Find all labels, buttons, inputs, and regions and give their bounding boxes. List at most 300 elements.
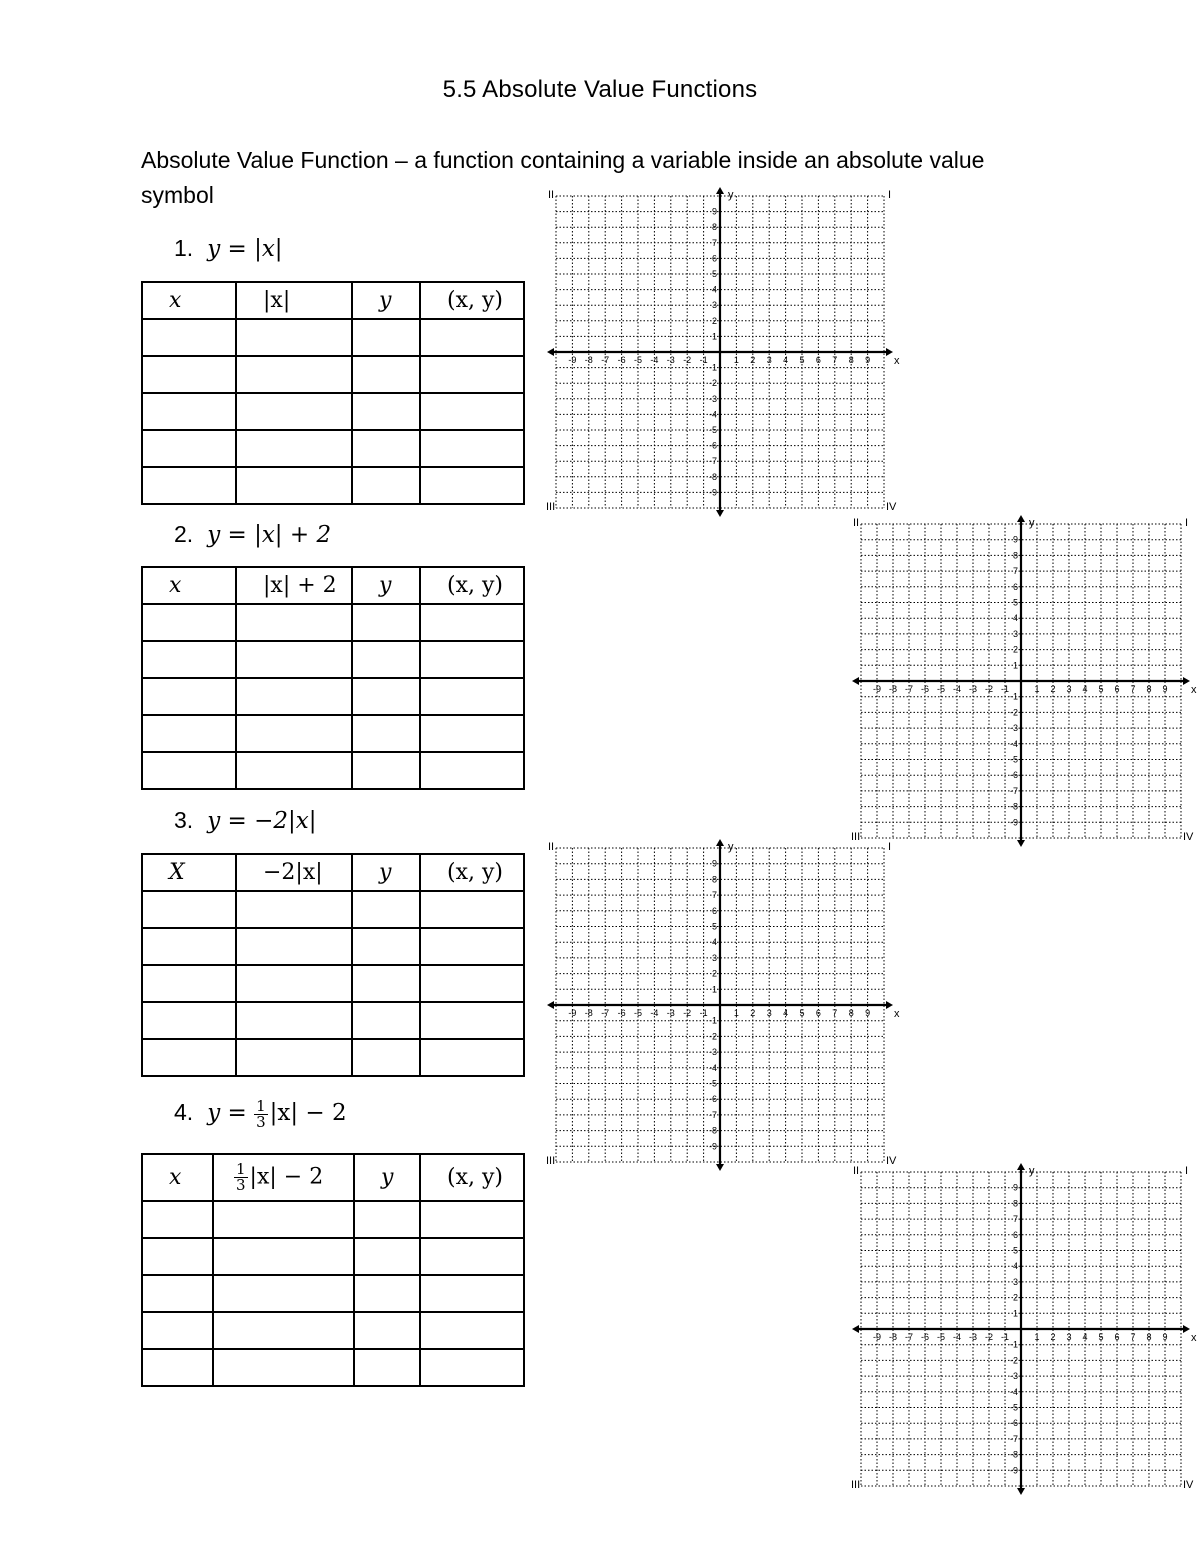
- x-tick-label: -5: [936, 684, 946, 694]
- x-axis-arrow-left: [547, 1001, 554, 1009]
- table-cell[interactable]: [142, 1312, 213, 1349]
- x-tick-label: -9: [872, 1332, 882, 1342]
- table-cell[interactable]: [420, 1275, 524, 1312]
- fraction: [254, 1096, 268, 1131]
- table-cell[interactable]: [142, 641, 236, 678]
- table-cell[interactable]: [236, 752, 352, 789]
- x-tick-label: -6: [617, 355, 626, 365]
- quadrant-label-iv: IV: [886, 501, 897, 513]
- y-axis-arrow-down: [1017, 1488, 1025, 1495]
- x-tick-label: 8: [848, 1008, 854, 1018]
- table-row: [142, 1312, 524, 1349]
- x-tick-label: -7: [601, 355, 610, 365]
- problem-equation: y = |x|: [207, 236, 283, 262]
- quadrant-label-iii: III: [546, 501, 556, 513]
- y-tick-label: -4: [708, 1062, 717, 1073]
- x-axis-arrow-left: [547, 348, 554, 356]
- y-tick-label: 6: [1012, 1229, 1018, 1240]
- y-tick-label: -8: [708, 1125, 717, 1136]
- table-cell[interactable]: [420, 1039, 524, 1076]
- y-tick-label: -6: [1009, 770, 1018, 781]
- table-cell[interactable]: [420, 928, 524, 965]
- table-cell[interactable]: [236, 1002, 352, 1039]
- x-tick-label: -8: [888, 684, 898, 694]
- header-expression: |x| + 2: [236, 567, 352, 604]
- quadrant-label-iv: IV: [1183, 831, 1194, 843]
- header-expression-text: |x| − 2: [249, 1164, 324, 1190]
- x-tick-label: -9: [568, 355, 577, 365]
- y-tick-label: 5: [1012, 597, 1018, 608]
- table-3: [141, 853, 525, 1077]
- quadrant-label-ii: II: [853, 517, 860, 529]
- x-tick-label: -1: [699, 355, 708, 365]
- table-cell[interactable]: [142, 752, 236, 789]
- x-tick-label: -7: [601, 1008, 610, 1018]
- table-row: [142, 356, 524, 393]
- x-tick-label: 7: [832, 1008, 838, 1018]
- table-cell[interactable]: [236, 965, 352, 1002]
- fraction-numerator: 1: [256, 1096, 266, 1115]
- table-cell[interactable]: [420, 1002, 524, 1039]
- x-tick-label: 4: [1082, 1332, 1088, 1342]
- x-axis-label: x: [1191, 1332, 1197, 1344]
- table-row: [142, 891, 524, 928]
- table-cell[interactable]: [142, 319, 236, 356]
- x-tick-label: -1: [1000, 684, 1010, 694]
- y-tick-label: 5: [711, 921, 717, 932]
- y-tick-label: -9: [708, 1141, 717, 1152]
- x-tick-label: 1: [1034, 1332, 1040, 1342]
- quadrant-label-ii: II: [853, 1165, 860, 1177]
- table-cell[interactable]: [142, 356, 236, 393]
- table-row: [142, 319, 524, 356]
- y-axis-arrow-up: [716, 839, 724, 846]
- x-tick-label: 4: [783, 355, 789, 365]
- y-tick-label: 2: [711, 968, 717, 979]
- x-axis-arrow-right: [1183, 677, 1190, 685]
- table-row: [142, 1201, 524, 1238]
- table-cell[interactable]: [354, 1312, 420, 1349]
- fraction-denominator: 3: [236, 1176, 246, 1194]
- table-body: [142, 1201, 524, 1386]
- table-cell[interactable]: [142, 1002, 236, 1039]
- table-cell[interactable]: [420, 678, 524, 715]
- table-cell[interactable]: [142, 928, 236, 965]
- table-cell[interactable]: [352, 467, 420, 504]
- header-x: x: [142, 1154, 213, 1201]
- y-axis-label: y: [728, 841, 734, 853]
- problem-number: 1.: [174, 235, 194, 261]
- table-cell[interactable]: [354, 1349, 420, 1386]
- table-cell[interactable]: [420, 715, 524, 752]
- table-cell[interactable]: [236, 1039, 352, 1076]
- y-tick-label: 2: [711, 315, 717, 326]
- y-tick-label: 9: [711, 206, 717, 217]
- y-tick-label: -7: [708, 1109, 717, 1120]
- quadrant-label-i: I: [1185, 1165, 1189, 1177]
- y-tick-label: 4: [1012, 1261, 1018, 1272]
- x-tick-label: 2: [750, 355, 756, 365]
- y-axis-label: y: [1029, 1165, 1035, 1177]
- fraction: [234, 1162, 248, 1193]
- x-tick-label: 5: [799, 1008, 805, 1018]
- table-row: [142, 641, 524, 678]
- problem-number: 2.: [174, 521, 194, 547]
- quadrant-label-iv: IV: [1183, 1479, 1194, 1491]
- x-tick-label: -7: [904, 1332, 914, 1342]
- table-cell[interactable]: [142, 467, 236, 504]
- y-tick-label: -9: [1009, 817, 1018, 828]
- table-cell[interactable]: [420, 604, 524, 641]
- table-cell[interactable]: [352, 356, 420, 393]
- x-tick-label: 2: [1050, 684, 1056, 694]
- y-tick-label: 8: [1012, 1198, 1018, 1209]
- table-row: [142, 678, 524, 715]
- y-axis-arrow-up: [716, 187, 724, 194]
- y-tick-label: 1: [711, 331, 717, 342]
- definition-text: Absolute Value Function – a function containing a variable inside an absolute value symbol: [141, 147, 985, 208]
- x-tick-label: 4: [1082, 684, 1088, 694]
- table-cell[interactable]: [236, 715, 352, 752]
- x-tick-label: 5: [1098, 1332, 1104, 1342]
- x-tick-label: 4: [783, 1008, 789, 1018]
- table-row: [142, 393, 524, 430]
- table-row: [142, 604, 524, 641]
- y-tick-label: -1: [1009, 691, 1018, 702]
- x-axis-arrow-left: [852, 1325, 859, 1333]
- header-expression: [213, 1154, 354, 1201]
- x-axis-arrow-right: [1183, 1325, 1190, 1333]
- y-tick-label: 5: [1012, 1245, 1018, 1256]
- y-tick-label: -5: [1009, 754, 1018, 765]
- y-tick-label: -7: [708, 456, 717, 467]
- y-tick-label: 8: [711, 874, 717, 885]
- x-tick-label: 9: [865, 355, 871, 365]
- x-tick-label: -5: [936, 1332, 946, 1342]
- table-cell[interactable]: [142, 715, 236, 752]
- x-axis-label: x: [1191, 684, 1197, 696]
- x-tick-label: 5: [1098, 684, 1104, 694]
- x-axis-arrow-right: [886, 348, 893, 356]
- table-cell[interactable]: [236, 319, 352, 356]
- x-tick-label: -2: [984, 684, 994, 694]
- x-tick-label: -3: [968, 684, 978, 694]
- x-tick-label: -8: [888, 1332, 898, 1342]
- problem-equation: y = |x| + 2: [207, 522, 332, 548]
- y-tick-label: -5: [708, 425, 717, 435]
- table-cell[interactable]: [236, 393, 352, 430]
- x-tick-label: -4: [650, 1008, 659, 1018]
- table-cell[interactable]: [420, 1201, 524, 1238]
- x-axis-arrow-left: [852, 677, 859, 685]
- header-x: X: [142, 854, 236, 891]
- table-cell[interactable]: [352, 393, 420, 430]
- table-cell[interactable]: [213, 1238, 354, 1275]
- table-row: [142, 1002, 524, 1039]
- table-cell[interactable]: [236, 928, 352, 965]
- header-expression: −2|x|: [236, 854, 352, 891]
- y-tick-label: -2: [708, 378, 717, 389]
- table-cell[interactable]: [352, 604, 420, 641]
- y-tick-label: -2: [708, 1031, 717, 1042]
- y-tick-label: -7: [1009, 1433, 1018, 1444]
- table-cell[interactable]: [236, 430, 352, 467]
- y-tick-label: -3: [1009, 1371, 1018, 1382]
- y-tick-label: -8: [1009, 1449, 1018, 1460]
- y-tick-label: 3: [711, 952, 717, 963]
- header-x: x: [142, 282, 236, 319]
- table-cell[interactable]: [236, 356, 352, 393]
- table-row: [142, 1275, 524, 1312]
- y-tick-label: 7: [1012, 1214, 1018, 1225]
- header-point: (x, y): [420, 567, 524, 604]
- x-tick-label: -3: [968, 1332, 978, 1342]
- table-cell[interactable]: [142, 604, 236, 641]
- y-tick-label: -4: [1009, 1386, 1018, 1397]
- x-tick-label: -1: [699, 1008, 708, 1018]
- table-body: [142, 319, 524, 504]
- x-tick-label: 8: [1146, 684, 1152, 694]
- quadrant-label-iii: III: [546, 1155, 556, 1167]
- table-cell[interactable]: [420, 752, 524, 789]
- table-row: [142, 928, 524, 965]
- table-row: [142, 1039, 524, 1076]
- table-cell[interactable]: [213, 1312, 354, 1349]
- table-cell[interactable]: [352, 928, 420, 965]
- header-y: y: [352, 567, 420, 604]
- problem-equation-pre: y =: [207, 1100, 247, 1126]
- y-axis-arrow-down: [716, 510, 724, 517]
- y-tick-label: 6: [711, 905, 717, 916]
- table-cell[interactable]: [236, 678, 352, 715]
- y-axis-arrow-up: [1017, 515, 1025, 522]
- table-2: [141, 566, 525, 790]
- y-tick-label: 5: [711, 269, 717, 279]
- y-tick-label: -3: [708, 393, 717, 404]
- quadrant-label-iii: III: [851, 831, 861, 843]
- table-cell[interactable]: [142, 965, 236, 1002]
- table-4: [141, 1153, 525, 1387]
- y-tick-label: 9: [1012, 534, 1018, 545]
- table-cell[interactable]: [352, 678, 420, 715]
- quadrant-label-i: I: [888, 189, 892, 201]
- x-tick-label: 6: [1114, 1332, 1120, 1342]
- table-cell[interactable]: [420, 1312, 524, 1349]
- y-tick-label: -2: [1009, 1355, 1018, 1366]
- y-tick-label: -3: [1009, 723, 1018, 734]
- table-body: [142, 604, 524, 789]
- quadrant-label-iv: IV: [886, 1155, 897, 1167]
- y-tick-label: 7: [711, 890, 717, 901]
- table-cell[interactable]: [420, 393, 524, 430]
- x-axis-label: x: [894, 355, 900, 367]
- x-tick-label: -3: [666, 1008, 675, 1018]
- x-tick-label: -2: [683, 1008, 692, 1018]
- x-tick-label: -6: [920, 684, 930, 694]
- quadrant-label-ii: II: [548, 189, 555, 201]
- y-tick-label: -5: [708, 1078, 717, 1089]
- x-tick-label: 2: [750, 1008, 756, 1018]
- x-tick-label: 3: [1066, 684, 1072, 694]
- table-row: [142, 965, 524, 1002]
- table-cell[interactable]: [420, 891, 524, 928]
- table-cell[interactable]: [142, 1238, 213, 1275]
- x-tick-label: 9: [1162, 1332, 1168, 1342]
- y-tick-label: 8: [711, 222, 717, 233]
- table-cell[interactable]: [352, 430, 420, 467]
- header-y: y: [352, 282, 420, 319]
- coordinate-grid-3[interactable]: [540, 836, 900, 1172]
- table-cell[interactable]: [142, 891, 236, 928]
- table-cell[interactable]: [236, 604, 352, 641]
- y-tick-label: 4: [711, 937, 717, 948]
- table-cell[interactable]: [213, 1275, 354, 1312]
- table-cell[interactable]: [354, 1275, 420, 1312]
- y-axis-label: y: [1029, 517, 1035, 529]
- y-axis-arrow-down: [716, 1164, 724, 1171]
- y-tick-label: 9: [1012, 1182, 1018, 1193]
- x-tick-label: 8: [1146, 1332, 1152, 1342]
- quadrant-label-iii: III: [851, 1479, 861, 1491]
- y-tick-label: -6: [708, 440, 717, 451]
- page-title: 5.5 Absolute Value Functions: [442, 76, 758, 103]
- x-tick-label: 5: [799, 355, 805, 365]
- x-tick-label: -7: [904, 684, 914, 694]
- y-tick-label: 3: [1012, 628, 1018, 639]
- table-row: [142, 752, 524, 789]
- table-cell[interactable]: [352, 641, 420, 678]
- table-cell[interactable]: [420, 467, 524, 504]
- y-tick-label: -1: [1009, 1339, 1018, 1350]
- x-tick-label: -9: [872, 684, 882, 694]
- coordinate-grid-4[interactable]: [845, 1160, 1197, 1496]
- x-tick-label: -8: [584, 1008, 593, 1018]
- y-tick-label: -8: [708, 471, 717, 482]
- table-cell[interactable]: [142, 430, 236, 467]
- y-tick-label: 8: [1012, 550, 1018, 561]
- y-tick-label: -3: [708, 1047, 717, 1058]
- x-tick-label: 7: [1130, 1332, 1136, 1342]
- y-tick-label: 7: [711, 237, 717, 248]
- y-tick-label: -6: [708, 1094, 717, 1105]
- table-cell[interactable]: [352, 1039, 420, 1076]
- problem-number: 4.: [174, 1099, 194, 1125]
- table-cell[interactable]: [142, 393, 236, 430]
- x-tick-label: -9: [568, 1008, 577, 1018]
- table-cell[interactable]: [142, 678, 236, 715]
- y-tick-label: 1: [1012, 1308, 1018, 1319]
- header-point: (x, y): [420, 854, 524, 891]
- table-cell[interactable]: [420, 641, 524, 678]
- x-tick-label: -2: [984, 1332, 994, 1342]
- x-tick-label: 1: [733, 355, 739, 365]
- y-tick-label: 1: [1012, 660, 1018, 671]
- table-cell[interactable]: [236, 467, 352, 504]
- table-cell[interactable]: [420, 430, 524, 467]
- y-tick-label: -6: [1009, 1418, 1018, 1429]
- x-tick-label: -1: [1000, 1332, 1010, 1342]
- header-y: y: [354, 1154, 420, 1201]
- x-tick-label: -5: [633, 355, 643, 365]
- y-tick-label: 4: [711, 284, 717, 295]
- header-point: (x, y): [420, 1154, 524, 1201]
- x-axis-arrow-right: [886, 1001, 893, 1009]
- x-tick-label: -3: [666, 355, 675, 365]
- y-tick-label: -9: [708, 487, 717, 498]
- table-cell[interactable]: [420, 356, 524, 393]
- table-cell[interactable]: [420, 965, 524, 1002]
- problem-1-label: [174, 230, 283, 266]
- header-expression: |x|: [236, 282, 352, 319]
- table-1: [141, 281, 525, 505]
- y-tick-label: 9: [711, 858, 717, 869]
- table-cell[interactable]: [142, 1349, 213, 1386]
- x-tick-label: -2: [683, 355, 692, 365]
- y-axis-arrow-up: [1017, 1163, 1025, 1170]
- x-axis-label: x: [894, 1008, 900, 1020]
- y-tick-label: 6: [1012, 581, 1018, 592]
- x-tick-label: 3: [766, 355, 772, 365]
- table-body: [142, 891, 524, 1076]
- table-cell[interactable]: [420, 319, 524, 356]
- table-cell[interactable]: [142, 1039, 236, 1076]
- table-row: [142, 430, 524, 467]
- table-cell[interactable]: [352, 891, 420, 928]
- table-row: [142, 715, 524, 752]
- table-row: [142, 1238, 524, 1275]
- table-cell[interactable]: [236, 891, 352, 928]
- y-tick-label: -8: [1009, 801, 1018, 812]
- coordinate-grid-1[interactable]: [540, 184, 900, 518]
- table-cell[interactable]: [213, 1349, 354, 1386]
- table-cell[interactable]: [352, 752, 420, 789]
- x-tick-label: -6: [617, 1008, 626, 1018]
- x-tick-label: 2: [1050, 1332, 1056, 1342]
- problem-2-label: [174, 516, 331, 552]
- table-cell[interactable]: [420, 1349, 524, 1386]
- table-cell[interactable]: [352, 965, 420, 1002]
- table-cell[interactable]: [213, 1201, 354, 1238]
- table-cell[interactable]: [352, 1002, 420, 1039]
- x-tick-label: 9: [865, 1008, 871, 1018]
- table-cell[interactable]: [142, 1275, 213, 1312]
- table-cell[interactable]: [352, 715, 420, 752]
- table-cell[interactable]: [354, 1238, 420, 1275]
- problem-4-label: [174, 1094, 347, 1130]
- problem-equation-post: |x| − 2: [269, 1100, 347, 1126]
- coordinate-grid-2[interactable]: [845, 512, 1197, 848]
- y-axis-arrow-down: [1017, 840, 1025, 847]
- fraction-denominator: 3: [256, 1112, 266, 1131]
- table-cell[interactable]: [142, 1201, 213, 1238]
- x-tick-label: 3: [766, 1008, 772, 1018]
- table-cell[interactable]: [236, 641, 352, 678]
- table-row: [142, 467, 524, 504]
- table-cell[interactable]: [420, 1238, 524, 1275]
- problem-number: 3.: [174, 807, 194, 833]
- y-tick-label: -4: [708, 409, 717, 420]
- problem-equation: y = −2|x|: [207, 808, 317, 834]
- header-y: y: [352, 854, 420, 891]
- y-tick-label: 4: [1012, 613, 1018, 624]
- x-tick-label: 8: [848, 355, 854, 365]
- x-tick-label: 6: [1114, 684, 1120, 694]
- y-tick-label: -4: [1009, 738, 1018, 749]
- fraction-numerator: 1: [236, 1160, 246, 1178]
- table-cell[interactable]: [354, 1201, 420, 1238]
- y-tick-label: 2: [1012, 644, 1018, 655]
- table-cell[interactable]: [352, 319, 420, 356]
